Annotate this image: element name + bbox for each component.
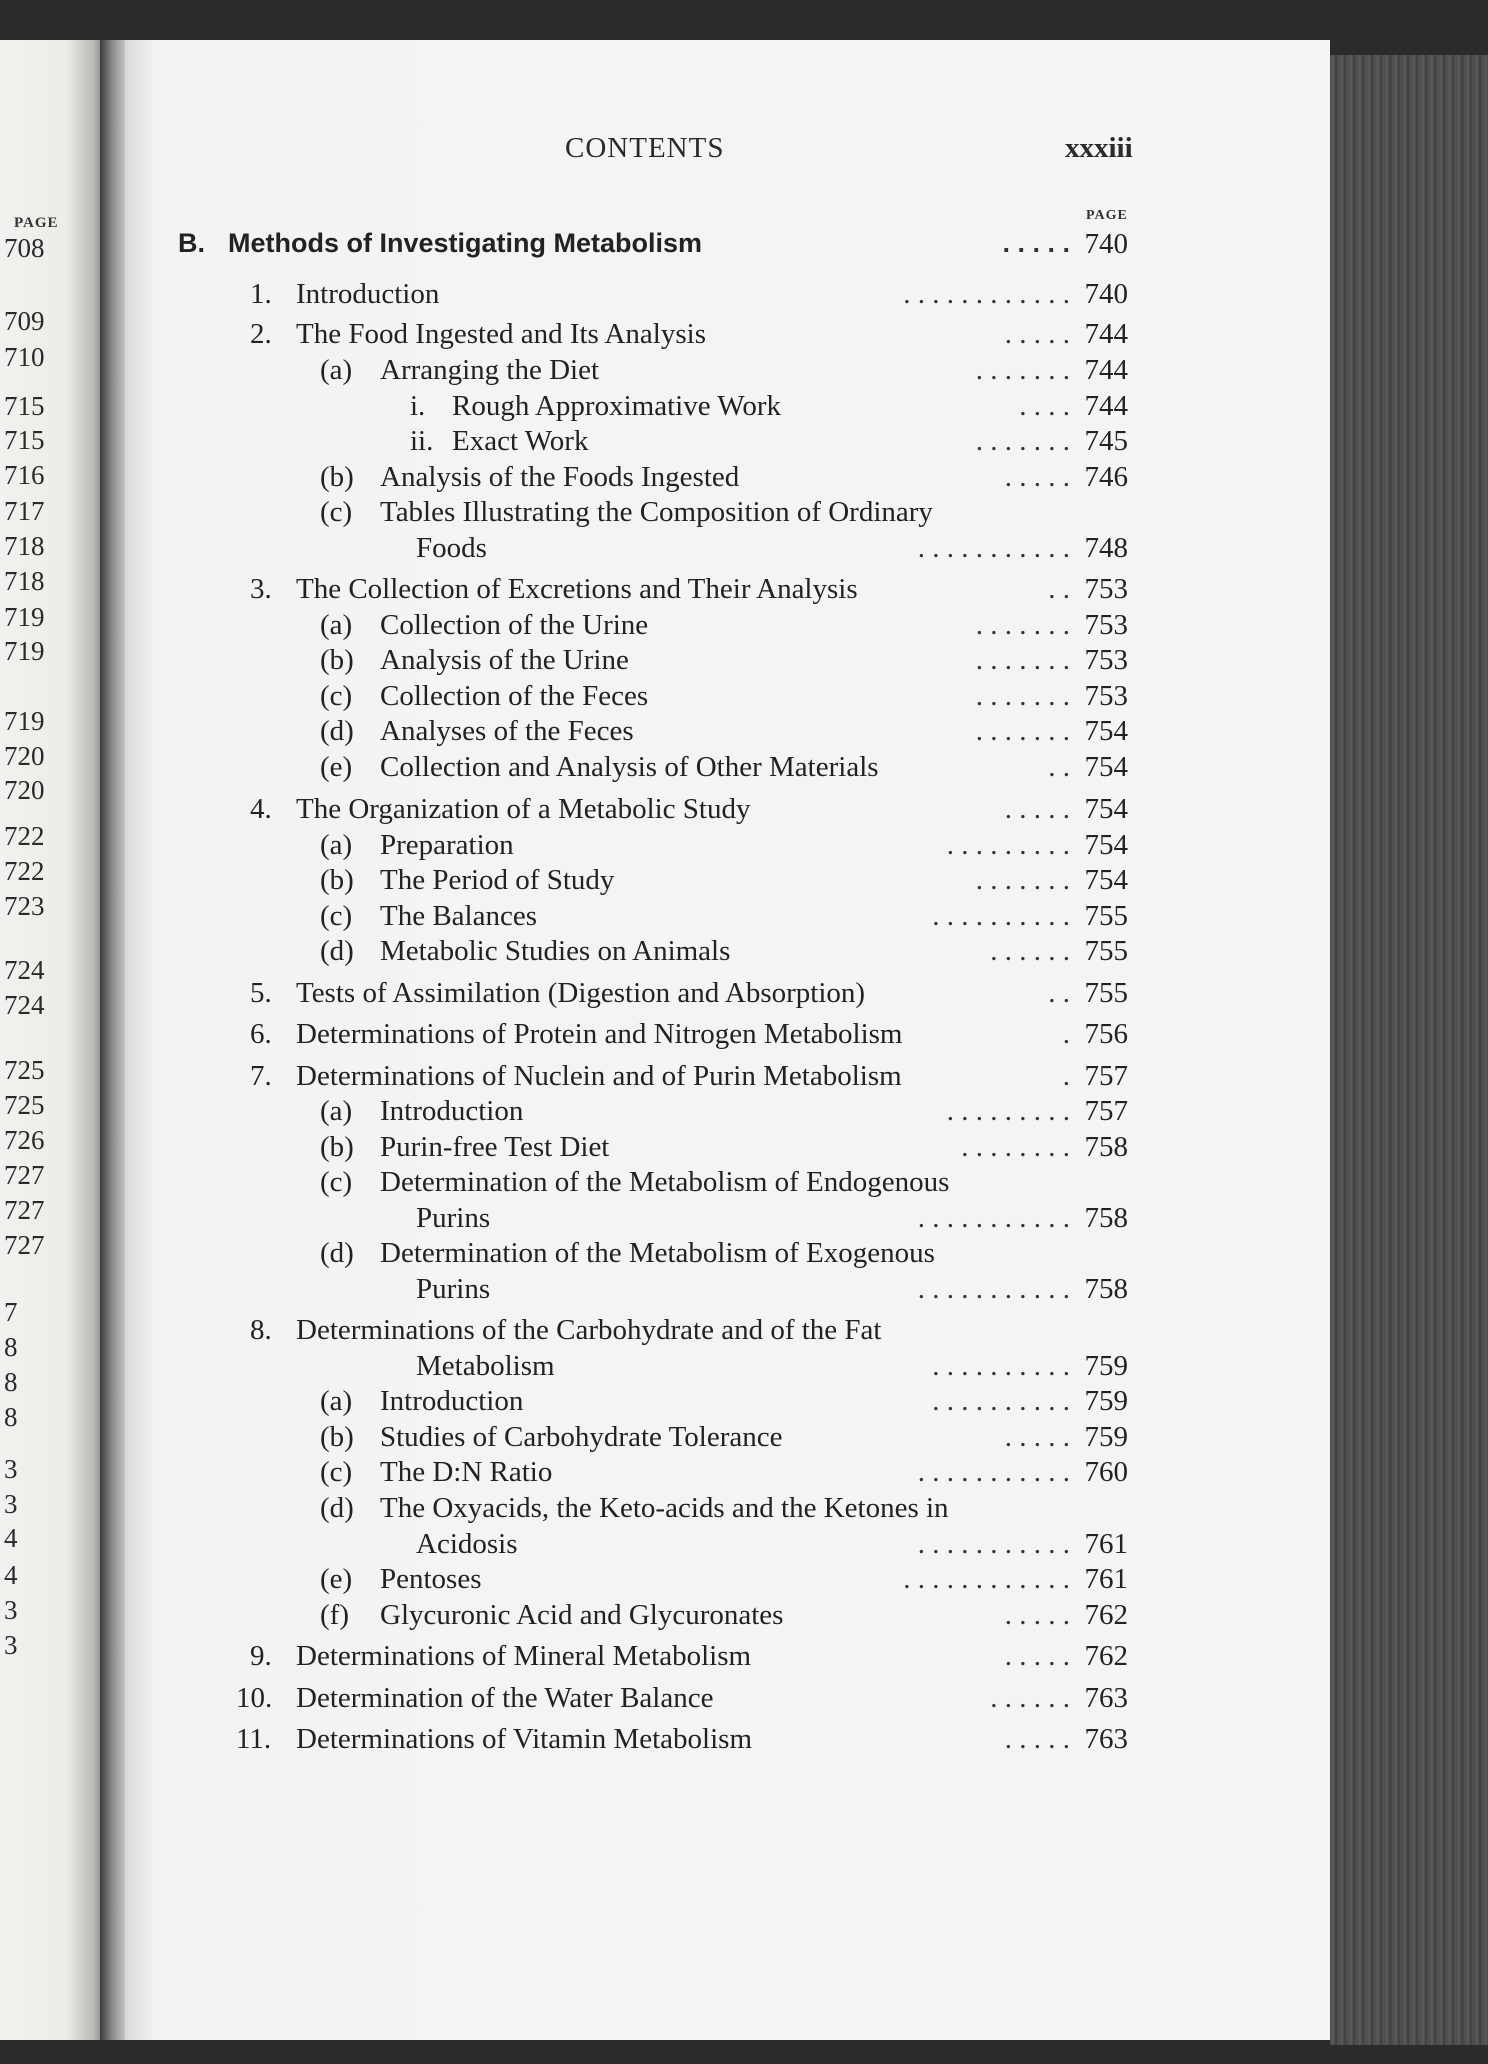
toc-entry-title: The Period of Study <box>380 864 615 896</box>
toc-entry-page: 754 <box>1084 751 1128 783</box>
left-page-number: 4 <box>4 1560 18 1590</box>
toc-entry-title: Purins <box>416 1273 491 1305</box>
toc-entry-number: 5. <box>250 977 272 1009</box>
toc-entry-page: 746 <box>1084 461 1128 493</box>
toc-entry <box>320 1599 1128 1635</box>
toc-entry-leader: . . . . . <box>1004 793 1070 825</box>
left-page-number: 8 <box>4 1402 18 1432</box>
toc-entry-number: ii. <box>410 425 434 457</box>
toc-entry-title: Determinations of Protein and Nitrogen Metabolism <box>296 1018 903 1050</box>
toc-entry <box>250 1018 1128 1054</box>
toc-entry-title: Determination of the Metabolism of Endogenous <box>380 1166 950 1198</box>
toc-entry-title: Preparation <box>380 829 514 861</box>
toc-entry-number: 9. <box>250 1640 272 1672</box>
toc-entry-leader: . . . . . . . . . . <box>932 900 1070 932</box>
page-title: CONTENTS <box>565 132 725 164</box>
toc-entry <box>416 1528 1128 1564</box>
toc-entry-page: 761 <box>1084 1563 1128 1595</box>
toc-entry <box>320 935 1128 971</box>
left-page-number: 715 <box>4 425 45 455</box>
toc-entry-title: Tables Illustrating the Composition of Ordinary <box>380 496 933 528</box>
toc-entry-page: 756 <box>1084 1018 1128 1050</box>
toc-entry-number: (a) <box>320 354 353 386</box>
toc-entry-page: 763 <box>1084 1682 1128 1714</box>
left-page-number: 727 <box>4 1195 45 1225</box>
toc-entry <box>250 1640 1128 1676</box>
toc-entry-leader: . . . . . <box>1004 1723 1070 1755</box>
toc-entry-title: Determinations of Nuclein and of Purin Metabolism <box>296 1060 902 1092</box>
left-page-number: 3 <box>4 1489 18 1519</box>
left-page-number: 722 <box>4 821 45 851</box>
toc-entry-leader: . . <box>1048 977 1070 1009</box>
toc-entry-number: 8. <box>250 1314 272 1346</box>
toc-entry <box>320 715 1128 751</box>
toc-entry-title: Tests of Assimilation (Digestion and Absorption) <box>296 977 866 1009</box>
toc-entry-title: The D:N Ratio <box>380 1456 553 1488</box>
toc-entry-title: Collection of the Urine <box>380 609 649 641</box>
page-column-label: PAGE <box>1086 208 1128 223</box>
toc-entry-leader: . . . . . . . . . . . . <box>903 278 1070 310</box>
toc-entry-title: Collection of the Feces <box>380 680 649 712</box>
toc-entry-leader: . . . . . . . . . <box>946 1095 1070 1127</box>
toc-entry-leader: . . . . . . . . . . . <box>917 532 1070 564</box>
toc-entry-leader: . . <box>1048 751 1070 783</box>
toc-entry <box>320 1131 1128 1167</box>
toc-entry <box>320 900 1128 936</box>
toc-entry-leader: . . <box>1048 573 1070 605</box>
toc-entry <box>320 461 1128 497</box>
toc-entry-number: (c) <box>320 680 353 712</box>
toc-entry-title: Determinations of Vitamin Metabolism <box>296 1723 753 1755</box>
toc-entry-page: 754 <box>1084 829 1128 861</box>
toc-entry-title: Rough Approximative Work <box>452 390 781 422</box>
toc-entry-number: 6. <box>250 1018 272 1050</box>
toc-entry-page: 757 <box>1084 1095 1128 1127</box>
toc-entry-title: Analysis of the Urine <box>380 644 629 676</box>
toc-entry-number: (b) <box>320 1131 354 1163</box>
toc-entry <box>250 793 1128 829</box>
toc-entry-number: (d) <box>320 1492 354 1524</box>
toc-entry-number: (e) <box>320 751 353 783</box>
left-page-number: 720 <box>4 775 45 805</box>
left-page-number: 725 <box>4 1090 45 1120</box>
toc-entry <box>416 1350 1128 1386</box>
left-page-number: 723 <box>4 891 45 921</box>
toc-entry-page: 758 <box>1084 1131 1128 1163</box>
toc-entry-title: Analyses of the Feces <box>380 715 634 747</box>
toc-entry-number: (c) <box>320 496 353 528</box>
toc-entry-leader: . <box>1062 1060 1070 1092</box>
toc-entry-title: Determination of the Water Balance <box>296 1682 714 1714</box>
toc-entry-leader: . . . . . <box>1004 318 1070 350</box>
toc-entry-title: Introduction <box>296 278 440 310</box>
toc-entry <box>250 1060 1128 1096</box>
toc-entry-leader: . . . . . <box>1004 461 1070 493</box>
toc-entry-title: Foods <box>416 532 487 564</box>
toc-entry-leader: . . . . . . . . . . . <box>917 1528 1070 1560</box>
toc-entry-leader: . . . . . . . <box>975 715 1070 747</box>
toc-entry <box>236 1682 1128 1718</box>
toc-entry-title: Introduction <box>380 1095 524 1127</box>
toc-entry-page: 753 <box>1084 644 1128 676</box>
toc-entry-title: Collection and Analysis of Other Materials <box>380 751 879 783</box>
left-page-number: 3 <box>4 1630 18 1660</box>
toc-entry-leader: . . . . . . . . . . . <box>917 1456 1070 1488</box>
toc-entry <box>250 977 1128 1013</box>
toc-entry <box>320 496 1128 532</box>
toc-entry-number: 11. <box>236 1723 272 1755</box>
toc-entry-page: 753 <box>1084 609 1128 641</box>
toc-entry-title: Purins <box>416 1202 491 1234</box>
toc-entry-leader: . . . . <box>1019 390 1070 422</box>
toc-entry-page: 761 <box>1084 1528 1128 1560</box>
toc-entry-page: 762 <box>1084 1599 1128 1631</box>
toc-entry <box>410 425 1128 461</box>
toc-entry <box>320 1166 1128 1202</box>
toc-entry-title: Analysis of the Foods Ingested <box>380 461 740 493</box>
left-page-number: 726 <box>4 1125 45 1155</box>
toc-entry-leader: . . . . . . . <box>975 680 1070 712</box>
toc-entry <box>250 278 1128 314</box>
toc-entry <box>250 1314 1128 1350</box>
left-page-number: 719 <box>4 602 45 632</box>
left-page-number: 722 <box>4 856 45 886</box>
toc-entry-page: 760 <box>1084 1456 1128 1488</box>
toc-entry-leader: . . . . . . . <box>975 644 1070 676</box>
toc-entry-page: 753 <box>1084 573 1128 605</box>
toc-entry-page: 758 <box>1084 1273 1128 1305</box>
toc-entry-number: (a) <box>320 829 353 861</box>
toc-entry-number: (b) <box>320 864 354 896</box>
toc-entry-page: 753 <box>1084 680 1128 712</box>
toc-entry <box>320 644 1128 680</box>
toc-entry <box>320 1237 1128 1273</box>
toc-entry-title: Exact Work <box>452 425 589 457</box>
left-page-number: 724 <box>4 955 45 985</box>
toc-entry-number: (b) <box>320 644 354 676</box>
toc-entry-page: 759 <box>1084 1385 1128 1417</box>
toc-entry-leader: . . . . . . . <box>975 864 1070 896</box>
toc-entry-leader: . . . . . . . . . <box>946 829 1070 861</box>
toc-entry-leader: . . . . . . . <box>975 425 1070 457</box>
left-page-number: 720 <box>4 741 45 771</box>
toc-entry-leader: . . . . . <box>1004 1640 1070 1672</box>
toc-entry-number: i. <box>410 390 426 422</box>
toc-entry-leader: . . . . . . . . . . <box>932 1350 1070 1382</box>
toc-entry-title: The Balances <box>380 900 538 932</box>
toc-entry-number: (f) <box>320 1599 349 1631</box>
toc-entry-page: 757 <box>1084 1060 1128 1092</box>
left-page-number: 710 <box>4 342 45 372</box>
toc-entry-leader: . <box>1062 1018 1070 1050</box>
toc-entry-leader: . . . . . . <box>990 935 1070 967</box>
toc-entry-title: Metabolic Studies on Animals <box>380 935 731 967</box>
left-page-number: 7 <box>4 1297 18 1327</box>
toc-entry-leader: . . . . . <box>1002 228 1070 258</box>
toc-entry <box>250 573 1128 609</box>
toc-entry <box>320 864 1128 900</box>
left-page-number: 715 <box>4 391 45 421</box>
left-page-number: 719 <box>4 636 45 666</box>
toc-entry-title: Purin-free Test Diet <box>380 1131 610 1163</box>
left-page-number: 718 <box>4 566 45 596</box>
left-page-number: 727 <box>4 1230 45 1260</box>
toc-entry-number: (b) <box>320 461 354 493</box>
toc-entry-title: Studies of Carbohydrate Tolerance <box>380 1421 783 1453</box>
toc-entry-number: (c) <box>320 900 353 932</box>
toc-entry-title: Pentoses <box>380 1563 482 1595</box>
left-page-fragment <box>0 40 110 2040</box>
toc-entry-number: 4. <box>250 793 272 825</box>
left-page-number: 717 <box>4 496 45 526</box>
toc-entry <box>250 318 1128 354</box>
toc-entry-leader: . . . . . <box>1004 1599 1070 1631</box>
toc-entry-title: The Food Ingested and Its Analysis <box>296 318 706 350</box>
toc-entry-page: 759 <box>1084 1421 1128 1453</box>
toc-entry-page: 745 <box>1084 425 1128 457</box>
toc-entry <box>320 751 1128 787</box>
toc-entry <box>320 1421 1128 1457</box>
toc-entry-number: (b) <box>320 1421 354 1453</box>
toc-entry <box>320 354 1128 390</box>
toc-entry <box>416 1202 1128 1238</box>
toc-entry-page: 744 <box>1084 354 1128 386</box>
toc-entry <box>320 1456 1128 1492</box>
toc-entry-title: The Collection of Excretions and Their Analysis <box>296 573 858 605</box>
toc-entry-title: The Oxyacids, the Keto-acids and the Ketones in <box>380 1492 949 1524</box>
toc-entry <box>320 1095 1128 1131</box>
toc-entry <box>410 390 1128 426</box>
toc-entry-page: 744 <box>1084 318 1128 350</box>
toc-entry-page: 762 <box>1084 1640 1128 1672</box>
toc-entry-number: 2. <box>250 318 272 350</box>
toc-entry-leader: . . . . . . . . . . . <box>917 1273 1070 1305</box>
toc-entry-title: Arranging the Diet <box>380 354 600 386</box>
left-page-number: 4 <box>4 1523 18 1553</box>
toc-entry-number: (c) <box>320 1166 353 1198</box>
toc-entry-page: 744 <box>1084 390 1128 422</box>
left-page-number: 725 <box>4 1055 45 1085</box>
toc-entry-number: 1. <box>250 278 272 310</box>
toc-entry-leader: . . . . . . <box>990 1682 1070 1714</box>
toc-entry-leader: . . . . . . . <box>975 354 1070 386</box>
toc-entry-title: The Organization of a Metabolic Study <box>296 793 751 825</box>
toc-entry <box>416 1273 1128 1309</box>
left-page-number: 3 <box>4 1454 18 1484</box>
toc-entry-title: Glycuronic Acid and Glycuronates <box>380 1599 784 1631</box>
toc-entry-page: 748 <box>1084 532 1128 564</box>
left-page-label: PAGE <box>14 215 59 231</box>
toc-entry-page: 755 <box>1084 900 1128 932</box>
toc-entry-number: (d) <box>320 715 354 747</box>
toc-entry-title: Determination of the Metabolism of Exogenous <box>380 1237 935 1269</box>
toc-entry-number: (a) <box>320 1095 353 1127</box>
left-page-number: 718 <box>4 531 45 561</box>
toc-entry-title: Introduction <box>380 1385 524 1417</box>
toc-entry <box>320 1385 1128 1421</box>
toc-entry-page: 754 <box>1084 864 1128 896</box>
toc-entry-leader: . . . . . . . . . . . <box>917 1202 1070 1234</box>
toc-entry-number: 3. <box>250 573 272 605</box>
toc-entry-page: 740 <box>1084 278 1128 310</box>
left-page-number: 8 <box>4 1332 18 1362</box>
toc-entry-title: Acidosis <box>416 1528 518 1560</box>
toc-entry-leader: . . . . . . . . . . . . <box>903 1563 1070 1595</box>
toc-entry-leader: . . . . . . . <box>975 609 1070 641</box>
toc-entry <box>320 1563 1128 1599</box>
toc-entry-number: 7. <box>250 1060 272 1092</box>
toc-entry-title: Determinations of Mineral Metabolism <box>296 1640 752 1672</box>
toc-entry-leader: . . . . . . . . . . <box>932 1385 1070 1417</box>
toc-entry-page: 758 <box>1084 1202 1128 1234</box>
left-page-number: 716 <box>4 460 45 490</box>
toc-entry-number: (d) <box>320 1237 354 1269</box>
toc-entry <box>178 228 1128 264</box>
toc-entry-number: (d) <box>320 935 354 967</box>
toc-entry-page: 759 <box>1084 1350 1128 1382</box>
toc-entry-number: (a) <box>320 609 353 641</box>
left-page-number: 724 <box>4 990 45 1020</box>
toc-entry-number: 10. <box>236 1682 273 1714</box>
toc-entry-number: B. <box>178 228 205 258</box>
toc-entry <box>320 609 1128 645</box>
page-folio: xxxiii <box>1065 132 1133 164</box>
toc-entry-page: 740 <box>1084 228 1128 260</box>
toc-entry-number: (c) <box>320 1456 353 1488</box>
left-page-number: 709 <box>4 306 45 336</box>
toc-entry-leader: . . . . . . . . <box>961 1131 1070 1163</box>
left-page-number: 8 <box>4 1367 18 1397</box>
toc-entry-number: (e) <box>320 1563 353 1595</box>
toc-entry-page: 763 <box>1084 1723 1128 1755</box>
toc-entry <box>320 1492 1128 1528</box>
toc-entry-page: 754 <box>1084 715 1128 747</box>
toc-entry <box>320 829 1128 865</box>
left-page-number: 719 <box>4 706 45 736</box>
toc-entry-page: 754 <box>1084 793 1128 825</box>
toc-entry-title: Metabolism <box>416 1350 555 1382</box>
toc-entry-title: Determinations of the Carbohydrate and of the Fat <box>296 1314 882 1346</box>
left-page-number: 3 <box>4 1595 18 1625</box>
left-page-number: 727 <box>4 1160 45 1190</box>
toc-entry <box>416 532 1128 568</box>
toc-entry-page: 755 <box>1084 935 1128 967</box>
book-page-edges <box>1330 55 1488 2045</box>
toc-entry-number: (a) <box>320 1385 353 1417</box>
toc-entry <box>320 680 1128 716</box>
toc-entry-title: Methods of Investigating Metabolism <box>228 228 703 258</box>
left-page-number: 708 <box>4 233 45 263</box>
toc-entry-page: 755 <box>1084 977 1128 1009</box>
toc-entry <box>236 1723 1128 1759</box>
toc-entry-leader: . . . . . <box>1004 1421 1070 1453</box>
